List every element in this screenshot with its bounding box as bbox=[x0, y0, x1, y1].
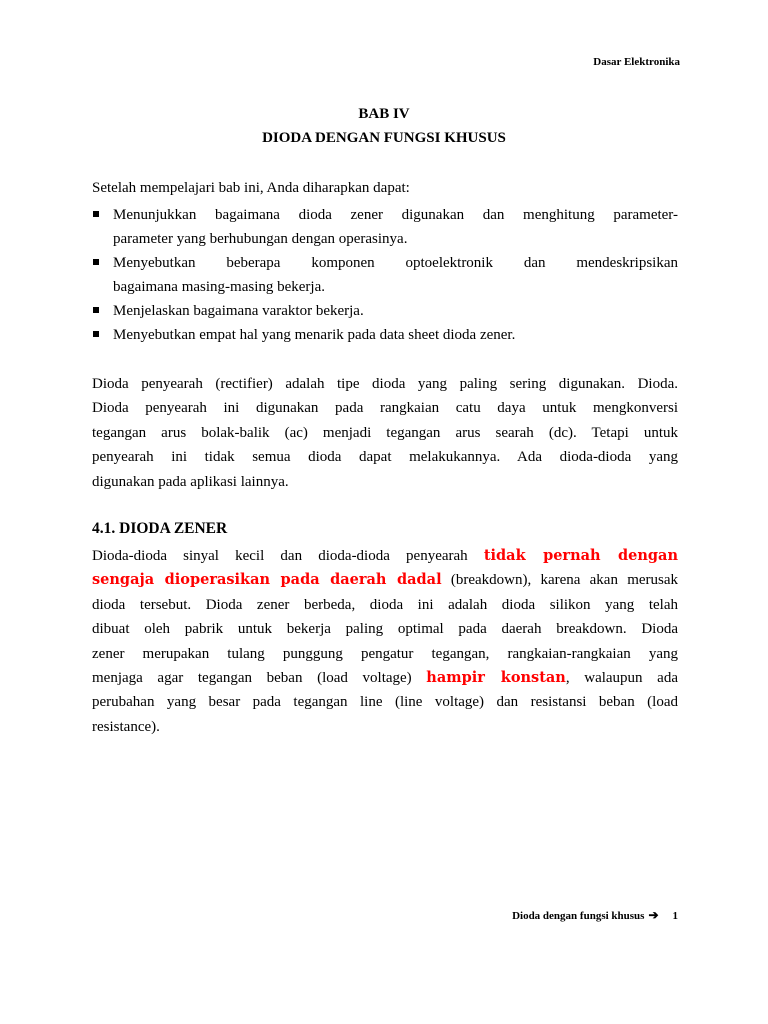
paragraph-line: resistance). bbox=[92, 718, 160, 735]
zener-paragraph bbox=[92, 544, 678, 739]
line-text: menjaga agar tegangan beban (load voltage) bbox=[92, 670, 412, 687]
line-text: (breakdown), karena akan merusak bbox=[450, 572, 679, 589]
objective-item bbox=[92, 251, 678, 299]
highlighted-text: sengaja dioperasikan pada daerah dadal bbox=[92, 571, 442, 589]
objective-item bbox=[92, 299, 678, 323]
paragraph-line: Dioda penyearah ini digunakan pada rangkaian catu daya untuk mengkonversi bbox=[92, 400, 678, 417]
highlighted-text: hampir konstan bbox=[426, 669, 566, 687]
line-text: , walaupun ada bbox=[565, 670, 678, 687]
arrow-right-icon: ➔ bbox=[648, 908, 659, 922]
objective-text-line: Menjelaskan bagaimana varaktor bekerja. bbox=[113, 303, 364, 319]
running-header: Dasar Elektronika bbox=[593, 56, 680, 68]
objective-text-line: bagaimana masing-masing bekerja. bbox=[113, 279, 326, 295]
objective-text-line: Menyebutkan beberapa komponen optoelektronik dan mendeskripsikan bbox=[113, 255, 678, 271]
chapter-title: DIODA DENGAN FUNGSI KHUSUS bbox=[262, 130, 506, 146]
objective-text-line: Menunjukkan bagaimana dioda zener digunakan dan menghitung parameter- bbox=[113, 207, 678, 223]
paragraph-line bbox=[92, 568, 678, 592]
page-number: 1 bbox=[672, 910, 678, 922]
objective-item bbox=[92, 323, 678, 347]
paragraph-line: Dioda penyearah (rectifier) adalah tipe dioda yang paling sering digunakan. Dioda. bbox=[92, 376, 678, 392]
objectives-list bbox=[92, 203, 678, 347]
intro-paragraph bbox=[92, 372, 678, 494]
footer-title: Dioda dengan fungsi khusus bbox=[512, 910, 645, 922]
line-text: Dioda-dioda sinyal kecil dan dioda-dioda penyearah bbox=[92, 548, 468, 564]
paragraph-line bbox=[92, 666, 678, 690]
paragraph-line: perubahan yang besar pada tegangan line (line voltage) dan resistansi beban (load bbox=[92, 694, 678, 711]
highlighted-text: tidak pernah dengan bbox=[483, 547, 678, 564]
paragraph-line: tegangan arus bolak-balik (ac) menjadi tegangan arus searah (dc). Tetapi untuk bbox=[92, 424, 678, 441]
paragraph-line: zener merupakan tulang punggung pengatur tegangan, rangkaian-rangkaian yang bbox=[92, 645, 678, 662]
objective-text-line: parameter yang berhubungan dengan operasinya. bbox=[113, 231, 408, 247]
paragraph-line: penyearah ini tidak semua dioda dapat melakukannya. Ada dioda-dioda yang bbox=[92, 449, 678, 466]
chapter-label: BAB IV bbox=[358, 106, 410, 122]
paragraph-line: dibuat oleh pabrik untuk bekerja paling optimal pada daerah breakdown. Dioda bbox=[92, 621, 678, 638]
objective-text-line: Menyebutkan empat hal yang menarik pada data sheet dioda zener. bbox=[113, 327, 516, 343]
objectives-intro: Setelah mempelajari bab ini, Anda diharapkan dapat: bbox=[92, 180, 410, 196]
running-footer bbox=[512, 908, 678, 923]
objective-item bbox=[92, 203, 678, 251]
paragraph-line: digunakan pada aplikasi lainnya. bbox=[92, 473, 289, 490]
section-heading: 4.1. DIODA ZENER bbox=[92, 520, 228, 537]
paragraph-line: dioda tersebut. Dioda zener berbeda, dioda ini adalah dioda silikon yang telah bbox=[92, 596, 678, 613]
paragraph-line bbox=[92, 544, 678, 568]
